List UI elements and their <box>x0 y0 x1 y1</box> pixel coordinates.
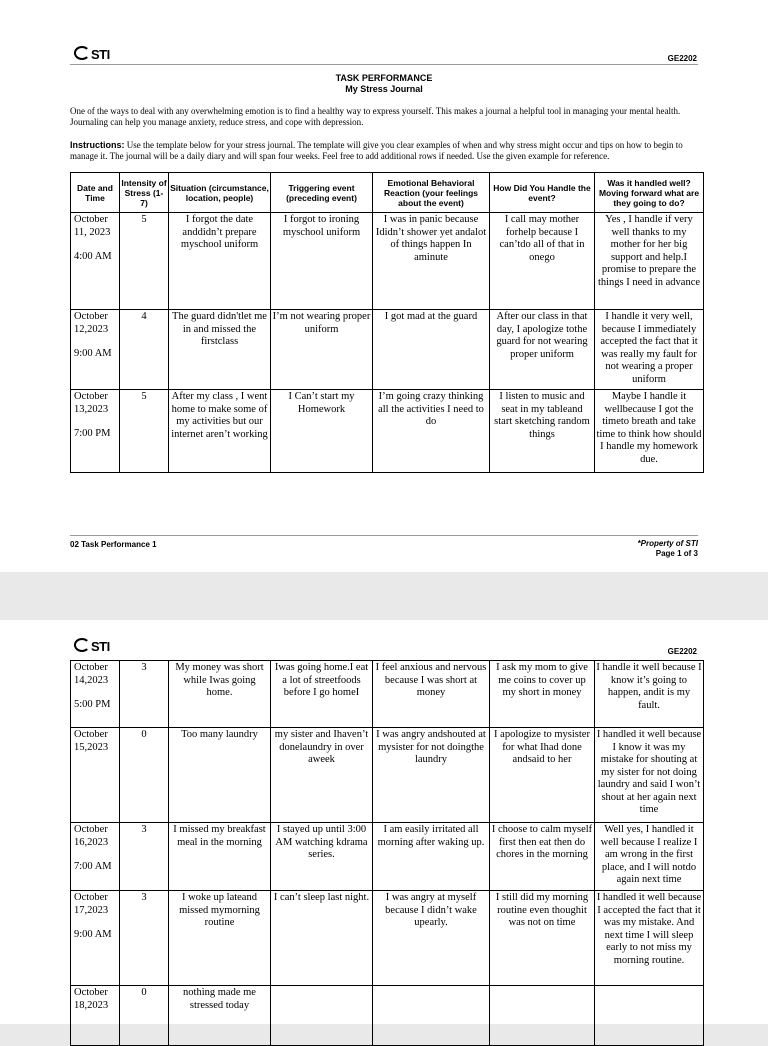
footer-property: *Property of STI <box>637 539 698 548</box>
handle-cell: I listen to music and seat in my tableand start sketching random things <box>490 390 595 473</box>
situation-cell: Too many laundry <box>169 728 271 823</box>
trigger-cell: I’m not wearing proper uniform <box>271 310 373 390</box>
reaction-cell: I’m going crazy thinking all the activities I need to do <box>373 390 490 473</box>
trigger-cell: I stayed up until 3:00 AM watching kdrama series. <box>271 823 373 891</box>
table-row <box>71 390 704 473</box>
reaction-cell: I was in panic because Ididn’t shower yet andalot of things happen In aminute <box>373 213 490 310</box>
header-intensity: Intensity of Stress (1-7) <box>120 173 169 213</box>
situation-cell: The guard didn'tlet me in and missed the firstclass <box>169 310 271 390</box>
header-situation: Situation (circumstance, location, people) <box>169 173 271 213</box>
table-row <box>71 310 704 390</box>
intensity-cell: 5 <box>120 390 169 473</box>
instructions-paragraph <box>70 140 698 162</box>
table-row <box>71 986 704 1046</box>
handled-well-cell: I handle it well because I know it’s going to happen, andit is my fault. <box>595 661 704 728</box>
page-subtitle: My Stress Journal <box>345 84 423 94</box>
situation-cell: I forgot the date anddidn’t prepare myschool uniform <box>169 213 271 310</box>
course-code: GE2202 <box>667 54 697 63</box>
reaction-cell: I was angry andshouted at mysister for not doingthe laundry <box>373 728 490 823</box>
intensity-cell: 3 <box>120 891 169 986</box>
situation-cell: My money was short while Iwas going home. <box>169 661 271 728</box>
handle-cell: I still did my morning routine even thoughit was not on time <box>490 891 595 986</box>
page-title: TASK PERFORMANCE <box>335 73 433 83</box>
situation-cell: I woke up lateand missed mymorning routine <box>169 891 271 986</box>
reaction-cell: I feel anxious and nervous because I was short at money <box>373 661 490 728</box>
reaction-cell <box>373 986 490 1046</box>
handled-well-cell: Well yes, I handled it well because I realize I am wrong in the first place, and I will notdo again next time <box>595 823 704 891</box>
header-handle: How Did You Handle the event? <box>490 173 595 213</box>
header-date-time: Date and Time <box>71 173 120 213</box>
trigger-cell: Iwas going home.I eat a lot of streetfoods before I go homeI <box>271 661 373 728</box>
trigger-cell <box>271 986 373 1046</box>
situation-cell: I missed my breakfast meal in the morning <box>169 823 271 891</box>
date-cell: October 11, 2023 4:00 AM <box>71 213 120 310</box>
handled-well-cell: Yes , I handle if very well thanks to my mother for her big support and help.I promise to prepare the things I need in advance <box>595 213 704 310</box>
footer-rule <box>70 535 698 536</box>
table-row <box>71 891 704 986</box>
trigger-cell: I Can’t start my Homework <box>271 390 373 473</box>
date-cell: October 18,2023 <box>71 986 120 1046</box>
sti-logo: STI <box>74 46 110 62</box>
date-cell: October 12,2023 9:00 AM <box>71 310 120 390</box>
handle-cell: I choose to calm myself first then eat then do chores in the morning <box>490 823 595 891</box>
header-reaction: Emotional Behavioral Reaction (your feelings about the event) <box>373 173 490 213</box>
handled-well-cell <box>595 986 704 1046</box>
footer-page-number: Page 1 of 3 <box>655 549 698 558</box>
intensity-cell: 0 <box>120 728 169 823</box>
sti-swirl-icon <box>74 46 90 60</box>
handle-cell <box>490 986 595 1046</box>
reaction-cell: I was angry at myself because I didn’t wake upearly. <box>373 891 490 986</box>
instructions-label: Instructions: <box>70 140 125 150</box>
handle-cell: I call may mother forhelp because I can’tdo all of that in onego <box>490 213 595 310</box>
table-row <box>71 728 704 823</box>
instructions-text: Use the template below for your stress journal. The template will give you clear examples of when and why stress might occur and tips on how to begin to manage it. The journal will be a daily diary and will span four weeks. Feel free to add additional rows if needed. Use the given example for reference. <box>70 140 683 161</box>
handled-well-cell: Maybe I handle it wellbecause I got the timeto breath and take time to think how should I handle my homework due. <box>595 390 704 473</box>
footer-left-text: 02 Task Performance 1 <box>70 540 157 549</box>
table-row <box>71 661 704 728</box>
date-cell: October 15,2023 <box>71 728 120 823</box>
handled-well-cell: I handled it well because I know it was my mistake for shouting at my sister for not doing laundry and said I won’t shout at her again next time <box>595 728 704 823</box>
table-header-row <box>71 173 704 213</box>
date-cell: October 13,2023 7:00 PM <box>71 390 120 473</box>
course-code: GE2202 <box>667 647 697 656</box>
handled-well-cell: I handle it very well, because I immediately accepted the fact that it was really my fault for not wearing a proper uniform <box>595 310 704 390</box>
date-cell: October 17,2023 9:00 AM <box>71 891 120 986</box>
trigger-cell: I can’t sleep last night. <box>271 891 373 986</box>
table-row <box>71 823 704 891</box>
date-cell: October 16,2023 7:00 AM <box>71 823 120 891</box>
intensity-cell: 0 <box>120 986 169 1046</box>
reaction-cell: I got mad at the guard <box>373 310 490 390</box>
trigger-cell: my sister and Ihaven’t donelaundry in over aweek <box>271 728 373 823</box>
footer-right <box>638 539 698 559</box>
handle-cell: I ask my mom to give me coins to cover up my short in money <box>490 661 595 728</box>
intensity-cell: 3 <box>120 823 169 891</box>
trigger-cell: I forgot to ironing myschool uniform <box>271 213 373 310</box>
handle-cell: I apologize to mysister for what Ihad done andsaid to her <box>490 728 595 823</box>
reaction-cell: I am easily irritated all morning after waking up. <box>373 823 490 891</box>
handle-cell: After our class in that day, I apologize tothe guard for not wearing proper uniform <box>490 310 595 390</box>
situation-cell: nothing made me stressed today <box>169 986 271 1046</box>
sti-logo: STI <box>74 638 110 654</box>
stress-journal-table-continued <box>70 660 704 1046</box>
header-rule <box>70 64 698 65</box>
intensity-cell: 4 <box>120 310 169 390</box>
intensity-cell: 5 <box>120 213 169 310</box>
header-trigger: Triggering event (preceding event) <box>271 173 373 213</box>
header-handled-well: Was it handled well? Moving forward what are they going to do? <box>595 173 704 213</box>
intensity-cell: 3 <box>120 661 169 728</box>
handled-well-cell: I handled it well because I accepted the fact that it was my mistake. And next time I will sleep early to not miss my morning routine. <box>595 891 704 986</box>
situation-cell: After my class , I went home to make some of my activities but our internet aren’t working <box>169 390 271 473</box>
date-cell: October 14,2023 5:00 PM <box>71 661 120 728</box>
sti-swirl-icon <box>74 638 90 652</box>
intro-paragraph: One of the ways to deal with any overwhelming emotion is to find a healthy way to express yourself. This makes a journal a helpful tool in managing your mental health. Journaling can help you manage anxiety, reduce stress, and cope with depression. <box>70 106 681 127</box>
table-row <box>71 213 704 310</box>
stress-journal-table <box>70 172 704 473</box>
document-page-2 <box>0 620 768 1024</box>
